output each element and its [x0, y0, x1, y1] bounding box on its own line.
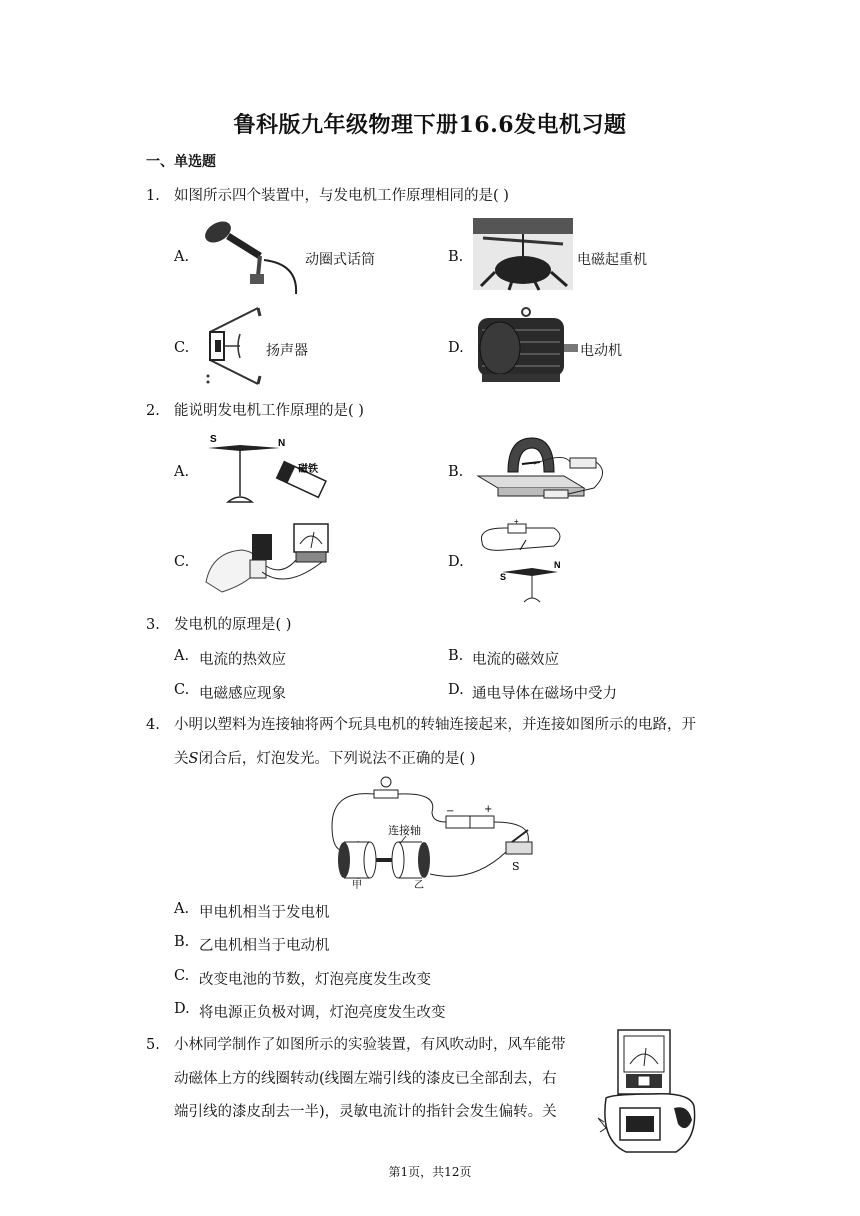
compass-magnet-image: [200, 430, 330, 508]
option-letter: D.: [448, 554, 464, 570]
question-number: 2.: [146, 403, 160, 419]
option-caption: 动圈式话筒: [305, 252, 375, 268]
option-letter: C.: [174, 340, 190, 356]
question-number: 1.: [146, 188, 160, 204]
compass-label-n: N: [554, 560, 561, 570]
compass-label-s: S: [210, 434, 217, 445]
question-number: 4.: [146, 717, 160, 733]
electric-motor-image: [472, 306, 580, 384]
switch-symbol: S: [188, 751, 199, 767]
speaker-image: [200, 304, 264, 388]
option-caption: 电动机: [580, 343, 622, 359]
option-letter: A.: [174, 249, 190, 265]
question-number: 5.: [146, 1037, 160, 1053]
option-letter: D.: [448, 340, 464, 356]
question-text-line: 端引线的漆皮刮去一半)，灵敏电流计的指针会发生偏转。关: [174, 1104, 557, 1120]
option-letter: C.: [174, 554, 190, 570]
question-text-suffix: 闭合后，灯泡发光。下列说法不正确的是( ): [198, 751, 476, 767]
option-text: 电流的热效应: [199, 652, 286, 668]
question-text-prefix: 关: [174, 751, 189, 767]
option-text: 乙电机相当于电动机: [199, 938, 330, 954]
coil-galvanometer-image: [202, 522, 330, 598]
option-letter: B.: [448, 464, 464, 480]
switch-label: S: [512, 860, 520, 873]
option-letter: A.: [174, 901, 190, 917]
compass-label-n: N: [278, 438, 286, 449]
option-letter: B.: [448, 648, 464, 664]
motor-circuit-figure: [322, 776, 542, 890]
axis-label: 连接轴: [388, 824, 421, 837]
svg-text:+: +: [514, 517, 519, 526]
option-letter: C.: [174, 682, 190, 698]
page-title: 鲁科版九年级物理下册16.6发电机习题: [233, 112, 627, 138]
option-letter: B.: [448, 249, 464, 265]
battery-plus-label: +: [484, 804, 493, 815]
question-number: 3.: [146, 617, 160, 633]
section-heading: 一、单选题: [146, 154, 216, 170]
option-caption: 扬声器: [266, 343, 308, 359]
crane-image: [473, 218, 573, 290]
question-text-line: 动磁体上方的线圈转动(线圈左端引线的漆皮已全部刮去，右: [174, 1071, 557, 1087]
magnet-label: 磁铁: [298, 464, 318, 475]
option-letter: A.: [174, 648, 190, 664]
wire-compass-image: [474, 517, 574, 606]
option-text: 改变电池的节数，灯泡亮度发生改变: [199, 972, 431, 988]
option-text: 通电导体在磁场中受力: [472, 686, 617, 702]
question-text: 能说明发电机工作原理的是( ): [174, 403, 364, 419]
question-text-line2: [174, 749, 475, 769]
magnet-conductor-apparatus-image: [474, 432, 614, 504]
question-text-line: 小林同学制作了如图所示的实验装置，有风吹动时，风车能带: [174, 1037, 566, 1053]
option-caption: 电磁起重机: [577, 252, 647, 268]
option-letter: C.: [174, 968, 190, 984]
compass-label-s: S: [500, 572, 507, 582]
question-text-line1: 小明以塑料为连接轴将两个玩具电机的转轴连接起来，并连接如图所示的电路，开: [174, 717, 696, 733]
option-text: 甲电机相当于发电机: [199, 905, 330, 921]
question-text: 如图所示四个装置中，与发电机工作原理相同的是( ): [174, 188, 509, 204]
option-letter: D.: [448, 682, 464, 698]
question-text: 发电机的原理是( ): [174, 617, 292, 633]
microphone-image: [198, 214, 302, 296]
option-letter: B.: [174, 934, 190, 950]
option-letter: D.: [174, 1001, 190, 1017]
motor-right-label: 乙: [414, 880, 424, 891]
page-footer: 第1页，共12页: [388, 1165, 472, 1179]
motor-left-label: 甲: [352, 880, 362, 891]
option-text: 电磁感应现象: [199, 686, 286, 702]
option-text: 将电源正负极对调，灯泡亮度发生改变: [199, 1005, 446, 1021]
option-letter: A.: [174, 464, 190, 480]
battery-minus-label: −: [446, 806, 455, 817]
windmill-galvanometer-figure: [596, 1028, 700, 1160]
option-text: 电流的磁效应: [472, 652, 559, 668]
